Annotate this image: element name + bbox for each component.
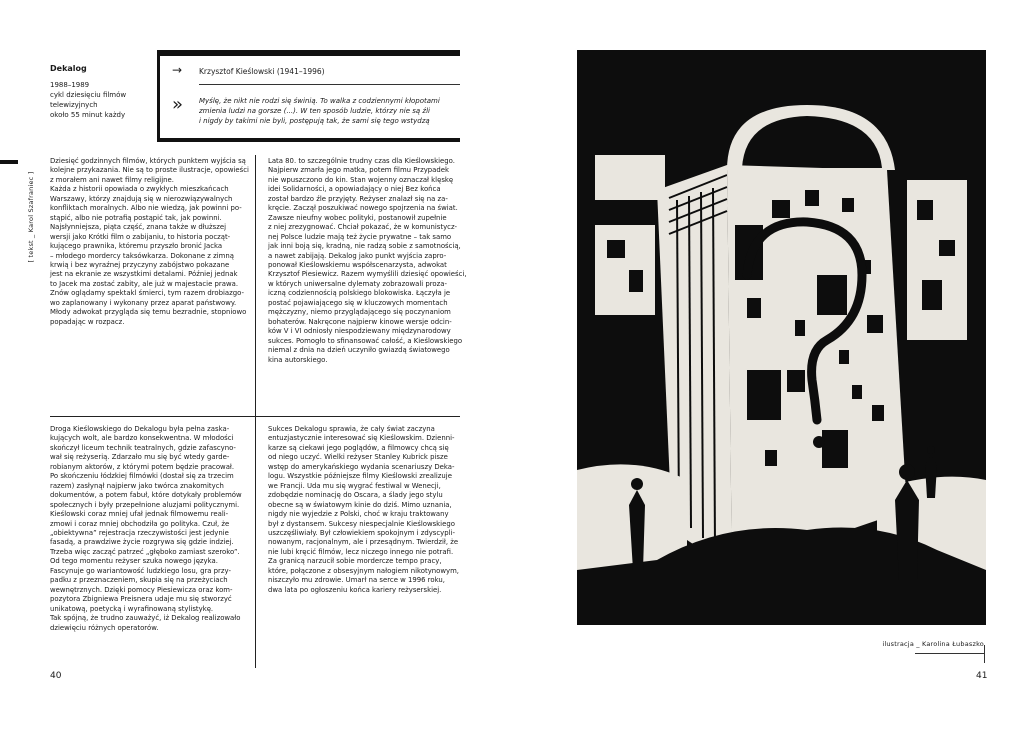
text-line: obecne są w światowym kinie do dziś. Mimo uznania, [268,500,452,509]
text-line: Krzysztof Piesiewicz. Razem wymyślili dziesięć opowieści, [268,270,467,279]
text-line: logu. Wszystkie późniejsze filmy Kieślowski zrealizuje [268,472,452,481]
director-name: Krzysztof Kieślowski (1941–1996) [199,67,325,76]
page-number-right: 41 [976,671,988,681]
text-line: został bardzo źle przyjęty. Reżyser znalazł się na za- [268,194,448,203]
text-line: wersji jako Krótki film o zabijaniu, to historia począt- [50,232,231,241]
text-line: unikatową, poetycką i wyrafinowaną stylistykę. [50,604,214,613]
text-line: iczną codziennością polskiego blokowiska. Łączyła je [268,289,451,298]
text-line: uszczęśliwiały. Był człowiekiem spokojnym i zdyscypli- [268,528,455,537]
text-line: karze są ciekawi jego poglądów, a filmowcy chcą się [268,443,449,452]
text-line: Kieślowski coraz mniej ufał jednak filmowemu reali- [50,510,229,519]
text-line: nie wpuszczono do kin. Stan wojenny oznaczał klęskę [268,175,454,184]
author-divider [199,84,460,85]
text-line: dwa lata po ogłoszeniu końca kariery reżyserskiej. [268,585,442,594]
text-line: padku z przeznaczeniem, skupia się na przeżyciach [50,576,228,585]
text-line: dokumentów, a potem fabuł, które dotykały problemów [50,491,242,500]
header-vertical-rule [157,50,160,142]
text-line: a nawet zabijają. Dekalog jako punkt wyjścia zapro- [268,251,447,260]
text-line: bohaterów. Nakręcone najpierw kinowe wersje odcin- [268,317,452,326]
text-line: stąpić, albo nie potrafią postąpić tak, jak powinni. [50,213,222,222]
quote-icon: » [172,94,184,115]
quote-line: zmienia ludzi na gorsze (...). W ten sposób ludzie, którzy nie są źli [199,107,430,115]
text-line: sukces. Pomogło to sfinansować całość, a Kieślowskiego [268,336,463,345]
text-line: Dziesięć godzinnych filmów, których punktem wyjścia są [50,157,246,165]
text-line: Najpierw zmarła jego matka, potem filmu Przypadek [268,166,449,175]
text-line: kujących wolt, ale bardzo konsekwentna. W młodości [50,434,234,443]
linocut-illustration [577,50,986,625]
text-line: robianym aktorów, z którymi potem będzie pracował. [50,462,235,471]
meta-years: 1988–1989 [50,81,90,89]
text-line: Trzeba więc zacząć patrzeć „głęboko zamiast szeroko”. [50,547,240,556]
text-line: entuzjastycznie interesować się Kieślowskim. Dzienni- [268,434,455,443]
text-line: Sukces Dekalogu sprawia, że cały świat zaczyna [268,425,435,433]
credit-rule [915,653,985,654]
text-line: niemal z dnia na dzień uczyniło gwiazdą światowego [268,346,450,355]
credit-tick [984,645,985,663]
quote-line: i nigdy by takimi nie byli, postępują tak, że sami się tego wstydzą [199,117,430,125]
article-column-2-top [268,157,467,365]
text-line: Tak spójną, że trudno zauważyć, iż Dekalog realizowało [50,614,241,623]
director-quote [199,96,461,126]
illustration-credit: ilustracja _ Karolina Łubaszko [882,640,984,648]
page-number-left: 40 [50,671,62,681]
text-line: kującego prawnika, któremu przyszło bronić Jacka [50,242,223,251]
text-line: to Jacek ma zostać zabity, ale już w majestacie prawa. [50,279,239,288]
wall-panel [907,180,967,340]
text-line: niszczyło mu zdrowie. Umarł na serce w 1996 roku, [268,576,445,585]
text-line: pozytora Zbigniewa Preisnera udaje mu się stworzyć [50,595,232,604]
article-column-1-top [50,157,248,327]
text-line: Droga Kieślowskiego do Dekalogu była pełna zaska- [50,425,230,433]
text-line: fasadą, a prawdziwe życie rozgrywa się gdzie indziej. [50,538,234,547]
header-bottom-rule [157,138,460,142]
text-line: „obiektywna” rejestracja rzeczywistości jest jedynie [50,528,229,537]
text-line: wał się reżyserią. Zdarzało mu się być wtedy garde- [50,453,230,462]
text-credit: [ tekst _ Karol Szafraniec ] [27,171,35,263]
text-line: nowanym, racjonalnym, ale i przesądnym. Twierdził, że [268,538,459,547]
text-line: wstęp do amerykańskiego wydania scenariuszy Deka- [268,462,455,471]
text-line: zdobędzie nominację do Oscara, a ślady jego stylu [268,491,443,500]
film-title: Dekalog [50,64,87,73]
column-divider [255,155,256,668]
wall-panel [595,155,665,200]
text-line: Najsłynniejsza, piąta część, znana także w dłuższej [50,223,227,232]
text-line: Młody adwokat przygląda się temu bezradnie, stopniowo [50,308,247,317]
meta-medium: telewizyjnych [50,101,98,109]
text-line: razem) zasłynął najpierw jako twórca znakomitych [50,481,224,490]
text-line: Każda z historii opowiada o zwykłych mieszkańcach [50,185,229,194]
text-line: ponował Kieślowskiemu współscenarzysta, adwokat [268,260,447,269]
arrow-right-icon: → [172,63,183,77]
text-line: nigdy nie wyjedzie z Polski, choć w kraju traktowany [268,510,449,519]
text-line: krwią i bez wyraźnej przyczyny zabójstwo pokazane [50,260,230,269]
text-line: jak inni boją się, kradną, nie radzą sobie z samotnością, [268,242,461,251]
text-line: był z dystansem. Sukcesy niespecjalnie Kieślowskiego [268,519,455,528]
row-divider [50,416,460,417]
article-column-1-bottom [50,425,248,633]
text-line: Za granicą narzucił sobie mordercze tempo pracy, [268,557,442,566]
text-line: Lata 80. to szczególnie trudny czas dla Kieślowskiego. [268,157,455,165]
figure-silhouette [895,480,919,580]
text-line: – młodego mordercy taksówkarza. Dokonane z zimną [50,251,234,260]
film-meta [50,80,150,120]
quote-line: Myślę, że nikt nie rodzi się świnią. To walka z codziennymi kłopotami [199,97,440,105]
text-line: nie lubi kręcić filmów, lecz niczego innego nie potrafi. [268,547,454,556]
text-line: Od tego momentu reżyser szuka nowego języka. [50,557,218,566]
text-line: z morałem ani nawet filmy religijne. [50,175,174,184]
text-line: Fascynuje go wariantowość ludzkiego losu, gra przy- [50,566,231,575]
article-column-2-bottom [268,425,462,595]
text-line: które, połączone z obsesyjnym nałogiem nikotynowym, [268,566,459,575]
text-line: Warszawy, którzy znajdują się w nierozwiązywalnych [50,194,233,203]
text-line: jest na ekranie ze wszystkimi detalami. Później jednak [50,270,238,279]
text-line: od niego uczyć. Wielki reżyser Stanley Kubrick pisze [268,453,448,462]
text-line: nej Polsce ludzie mają też życie prywatne – tak samo [268,232,452,241]
text-line: kina autorskiego. [268,355,328,364]
text-line: konfliktach moralnych. Albo nie wiedzą, jak powinni po- [50,204,242,213]
header-top-rule [157,50,460,56]
meta-duration: około 55 minut każdy [50,111,126,119]
text-line: wo zaplanowany i wykonany przez aparat państwowy. [50,298,237,307]
illustration-svg [577,50,986,625]
meta-format: cykl dziesięciu filmów [50,91,127,99]
text-line: postać pojawiającego się w kluczowych momentach [268,298,448,307]
text-line: Po skończeniu łódzkiej filmówki (dostał się za trzecim [50,472,234,481]
text-line: popadając w rozpacz. [50,317,125,326]
text-line: kolejne przykazania. Nie są to proste ilustracje, opowieści [50,166,249,175]
text-line: wewnętrznych. Dzięki pomocy Piesiewicza oraz kom- [50,585,233,594]
text-line: kręcie. Zaczął poszukiwać nowego spojrzenia na świat. [268,204,458,213]
text-line: skończył liceum technik teatralnych, gdzie zafascyno- [50,443,236,452]
text-line: zmowi i coraz mniej obchodziła go polityka. Czuł, że [50,519,230,528]
text-line: mężczyzny, niemo przyglądającego się poczynaniom [268,308,451,317]
text-line: społecznych i były przepełnione aluzjami politycznymi. [50,500,240,509]
margin-marker [0,160,18,164]
text-line: ków V i VI odniosły niespodziewany międzynarodowy [268,327,451,336]
text-line: w których uniwersalne dylematy zobrazowali proza- [268,279,447,288]
text-line: Zawsze nieufny wobec polityki, postanowił zupełnie [268,213,447,222]
text-line: z niej zrezygnować. Chciał pokazać, że w komunistycz- [268,223,458,232]
text-line: dziewięciu różnych operatorów. [50,623,159,632]
wall-panel [595,225,655,315]
text-line: we Francji. Uda mu się wygrać festiwal w Wenecji, [268,481,441,490]
text-line: idei Solidarności, a opowiadający o niej Bez końca [268,185,441,194]
text-line: Znów oglądamy spektakl śmierci, tym razem drobiazgo- [50,289,244,298]
